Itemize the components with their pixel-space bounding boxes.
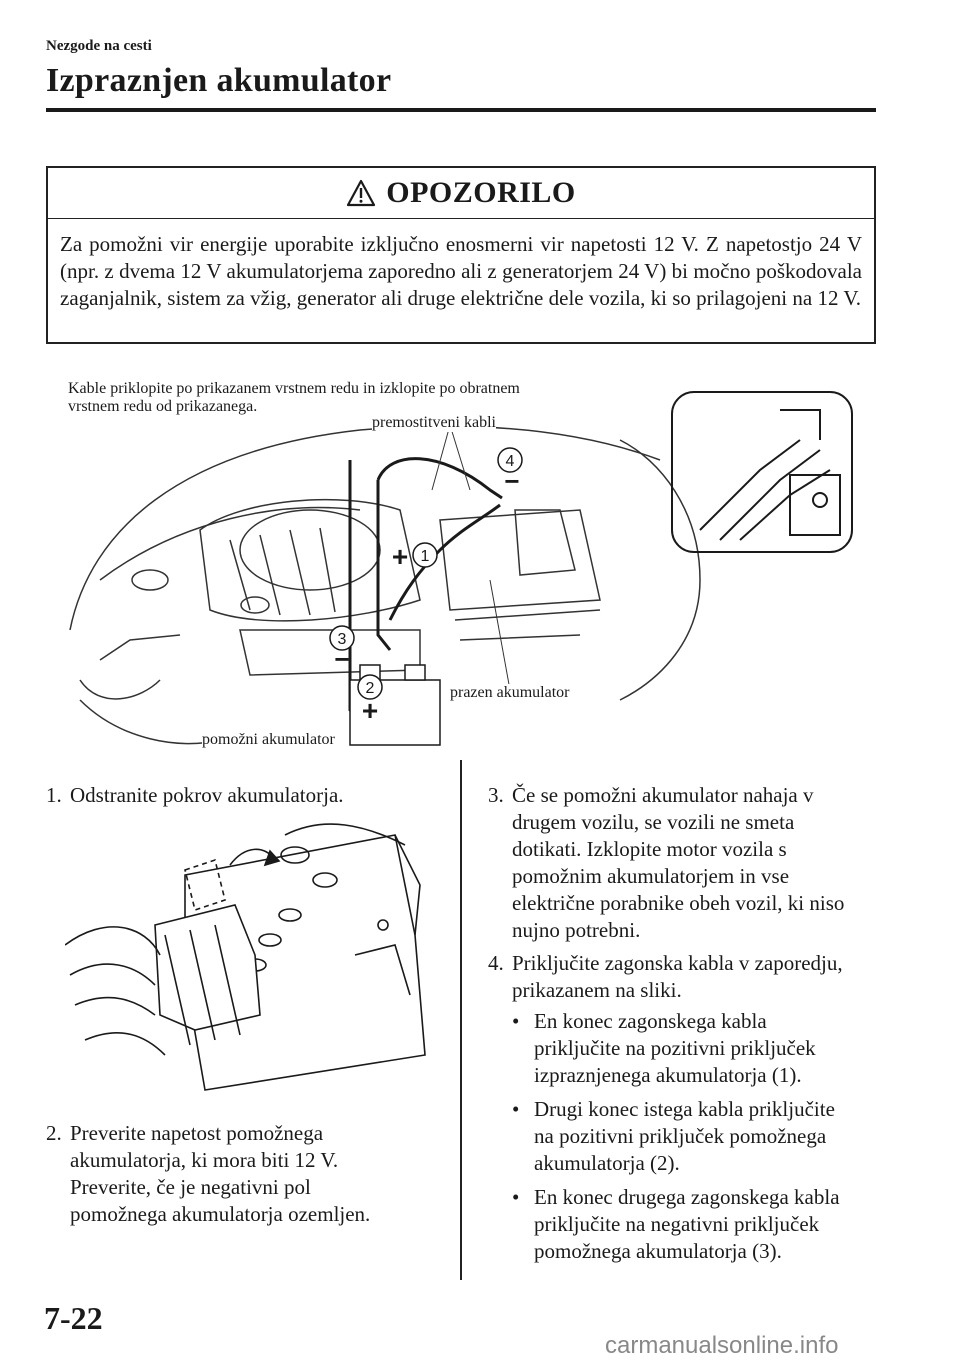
figure-caption-line2: vrstnem redu od prikazanega. xyxy=(68,398,258,415)
warning-title: OPOZORILO xyxy=(386,176,576,209)
step-2 xyxy=(46,1120,370,1228)
step-1-num: 1. xyxy=(46,783,62,807)
label-cables: premostitveni kabli xyxy=(372,414,496,431)
bullet-3-dot: • xyxy=(512,1185,520,1209)
step-2-line2: akumulatorja, ki mora biti 12 V. xyxy=(70,1148,339,1172)
bullet-1 xyxy=(512,1008,816,1089)
column-divider xyxy=(460,760,462,1280)
jumper-cable-diagram xyxy=(60,380,860,760)
bullet-1-line2: priključite na pozitivni priključek xyxy=(534,1036,816,1060)
step-4-num: 4. xyxy=(488,951,504,975)
step-3 xyxy=(488,782,844,944)
step-3-line6: nujno potrebni. xyxy=(512,918,641,942)
step-3-line1: Če se pomožni akumulator nahaja v xyxy=(512,783,814,807)
bullet-1-line1: En konec zagonskega kabla xyxy=(534,1009,767,1033)
step-3-line4: pomožnim akumulatorjem in vse xyxy=(512,864,790,888)
step-1 xyxy=(46,782,344,809)
page-number: 7-22 xyxy=(44,1300,103,1336)
marker-3-sign: − xyxy=(334,644,350,674)
page-title: Izpraznjen akumulator xyxy=(46,62,392,99)
label-dead-battery: prazen akumulator xyxy=(450,684,570,701)
step-3-line3: dotikati. Izklopite motor vozila s xyxy=(512,837,787,861)
title-rule xyxy=(46,108,876,112)
step-2-line3: Preverite, če je negativni pol xyxy=(70,1175,311,1199)
marker-3-label: 3 xyxy=(337,631,347,648)
step-3-num: 3. xyxy=(488,783,504,807)
marker-4-label: 4 xyxy=(505,453,515,470)
warning-text: Za pomožni vir energije uporabite izključno enosmerni vir napetosti 12 V. Z napetostjo 24 V (npr. z dvema 12 V akumulatorjema zaporedno ali z generatorjem 24 V) bi močno poškodovala zaganjalnik, sistem za vžig, generator ali druge električne dele vozila, ki so prilagojeni na 12 V. xyxy=(60,232,862,310)
bullet-2-line1: Drugi konec istega kabla priključite xyxy=(534,1097,835,1121)
figure-caption-line1: Kable priklopite po prikazanem vrstnem redu in izklopite po obratnem xyxy=(68,380,520,397)
step-2-line4: pomožnega akumulatorja ozemljen. xyxy=(70,1202,371,1226)
marker-1-sign: + xyxy=(391,541,409,572)
marker-2-label: 2 xyxy=(365,680,375,697)
warning-triangle-icon xyxy=(346,179,376,207)
bullet-2-line3: akumulatorja (2). xyxy=(534,1151,680,1175)
marker-1-label: 1 xyxy=(420,548,430,565)
bullet-3-line2: priključite na negativni priključek xyxy=(534,1212,820,1236)
warning-header xyxy=(48,168,874,219)
section-label: Nezgode na cesti xyxy=(46,38,152,54)
marker-4-sign: − xyxy=(504,466,520,496)
step-4-line1: Priključite zagonska kabla v zaporedju, xyxy=(512,951,843,975)
bullet-1-dot: • xyxy=(512,1009,520,1033)
bullet-2-line2: na pozitivni priključek pomožnega xyxy=(534,1124,827,1148)
marker-4 xyxy=(498,448,522,496)
bullet-2 xyxy=(512,1096,835,1177)
bullet-3-line3: pomožnega akumulatorja (3). xyxy=(534,1239,782,1263)
step-2-line1: Preverite napetost pomožnega xyxy=(70,1121,324,1145)
step-2-num: 2. xyxy=(46,1121,62,1145)
label-aux-battery: pomožni akumulator xyxy=(202,731,335,748)
bullet-1-line3: izpraznjenega akumulatorja (1). xyxy=(534,1063,802,1087)
battery-cover-diagram xyxy=(65,815,445,1095)
marker-2-sign: + xyxy=(361,695,379,726)
step-4-line2: prikazanem na sliki. xyxy=(512,978,682,1002)
warning-box xyxy=(46,166,876,344)
step-1-text: Odstranite pokrov akumulatorja. xyxy=(70,783,344,807)
step-4 xyxy=(488,950,843,1004)
bullet-3-line1: En konec drugega zagonskega kabla xyxy=(534,1185,840,1209)
bullet-2-dot: • xyxy=(512,1097,520,1121)
step-3-line2: drugem vozilu, se vozili ne smeta xyxy=(512,810,795,834)
step-3-line5: električne porabnike obeh vozil, ki niso xyxy=(512,891,845,915)
bullet-3 xyxy=(512,1184,840,1265)
marker-1 xyxy=(392,541,437,572)
watermark: carmanualsonline.info xyxy=(605,1332,839,1359)
